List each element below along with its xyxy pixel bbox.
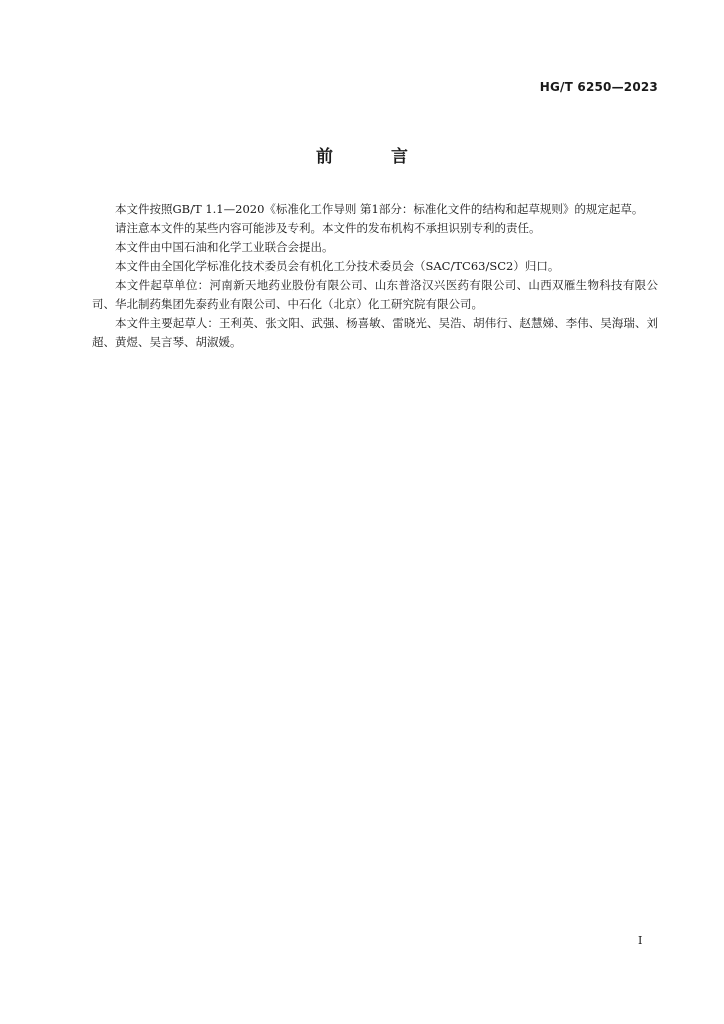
page-title: 前 言: [316, 147, 434, 167]
paragraph-drafting-organizations: 本文件起草单位：河南新天地药业股份有限公司、山东普洛汉兴医药有限公司、山西双雁生物科技有限公司、华北制药集团先泰药业有限公司、中石化（北京）化工研究院有限公司。: [92, 278, 658, 311]
paragraph-drafting-rules: 本文件按照GB/T 1.1—2020《标准化工作导则 第1部分：标准化文件的结构和起草规则》的规定起草。: [115, 202, 644, 216]
paragraph-main-drafters: 本文件主要起草人：王利英、张文阳、武强、杨喜敏、雷晓光、吴浩、胡伟行、赵慧娣、李伟、吴海瑞、刘超、黄煜、吴言琴、胡淑媛。: [92, 316, 658, 349]
page-number: I: [638, 934, 643, 947]
paragraph-proposer: 本文件由中国石油和化学工业联合会提出。: [115, 240, 334, 254]
document-code: HG/T 6250—2023: [539, 80, 658, 94]
paragraph-patent-notice: 请注意本文件的某些内容可能涉及专利。本文件的发布机构不承担识别专利的责任。: [115, 221, 541, 235]
foreword-body: [92, 200, 658, 352]
paragraph-centralized-by: 本文件由全国化学标准化技术委员会有机化工分技术委员会（SAC/TC63/SC2）归口。: [115, 259, 560, 273]
